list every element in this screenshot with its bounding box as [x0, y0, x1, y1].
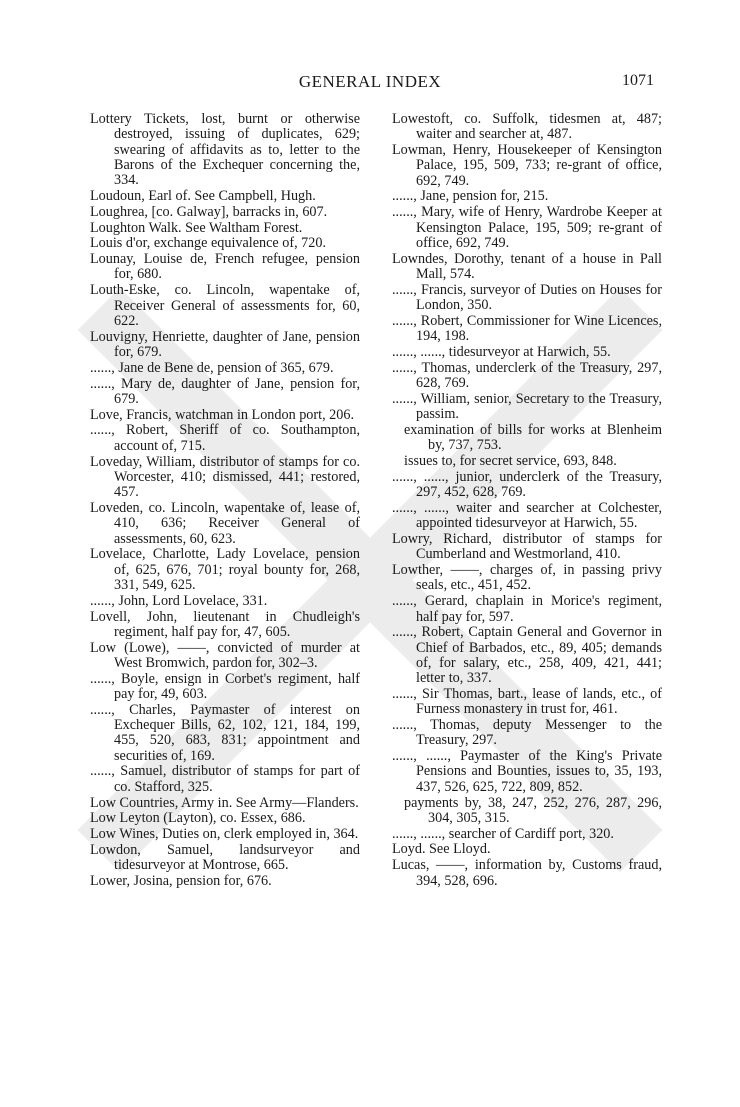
index-entry: Lucas, ——, information by, Customs fraud, 394, 528, 696. — [392, 857, 662, 889]
index-entry: ......, Boyle, ensign in Corbet's regiment, half pay for, 49, 603. — [90, 670, 360, 702]
index-entry: issues to, for secret service, 693, 848. — [404, 453, 617, 470]
index-entry: ......, William, senior, Secretary to the Treasury, passim. — [392, 390, 662, 423]
index-entry: Low Leyton (Layton), co. Essex, 686. — [90, 810, 306, 827]
index-entry: payments by, 38, 247, 252, 276, 287, 296, 304, 305, 315. — [404, 794, 662, 826]
index-entry: Lowestoft, co. Suffolk, tidesmen at, 487; waiter and searcher at, 487. — [392, 111, 662, 143]
index-entry: ......, ......, searcher of Cardiff port, 320. — [392, 825, 614, 842]
index-entry: ......, Sir Thomas, bart., lease of lands, etc., of Furness monastery in trust for, 461. — [392, 685, 662, 718]
page-header — [0, 72, 740, 96]
index-entry: ......, Francis, surveyor of Duties on Houses for London, 350. — [392, 281, 662, 314]
index-entry: Love, Francis, watchman in London port, 206. — [90, 406, 354, 423]
index-entry: Loudoun, Earl of. See Campbell, Hugh. — [90, 187, 316, 204]
index-entry: ......, Robert, Sheriff of co. Southampton, account of, 715. — [90, 422, 360, 454]
index-entry: ......, ......, Paymaster of the King's Private Pensions and Bounties, issues to, 35, 193, 437, 526, 625, 722, 809, 852. — [392, 748, 662, 795]
index-entry: Lowry, Richard, distributor of stamps for Cumberland and Westmorland, 410. — [392, 531, 662, 563]
index-entry: Loyd. See Lloyd. — [392, 841, 491, 858]
index-entry: Louth-Eske, co. Lincoln, wapentake of, Receiver General of assessments for, 60, 622. — [90, 282, 360, 329]
index-entry: Lowndes, Dorothy, tenant of a house in Pall Mall, 574. — [392, 250, 662, 282]
page-title: GENERAL INDEX — [298, 72, 442, 91]
index-entry: ......, Samuel, distributor of stamps for part of co. Stafford, 325. — [90, 763, 360, 795]
index-entry: Loveden, co. Lincoln, wapentake of, lease of, 410, 636; Receiver General of assessments, 60, 623. — [90, 499, 360, 547]
index-entry: Low (Lowe), ——, convicted of murder at West Bromwich, pardon for, 302–3. — [90, 639, 360, 671]
index-entry: ......, Mary de, daughter of Jane, pension for, 679. — [90, 375, 360, 407]
index-entry: examination of bills for works at Blenheim by, 737, 753. — [404, 421, 662, 454]
index-entry: ......, Thomas, underclerk of the Treasury, 297, 628, 769. — [392, 359, 662, 392]
index-entry: ......, Thomas, deputy Messenger to the Treasury, 297. — [392, 717, 662, 749]
index-entry: ......, Jane de Bene de, pension of 365, 679. — [90, 359, 334, 376]
index-entry: Lowman, Henry, Housekeeper of Kensington Palace, 195, 509, 733; re-grant of office, 692, 749. — [392, 142, 662, 189]
index-entry: Loughton Walk. See Waltham Forest. — [90, 219, 303, 236]
index-entry: ......, Charles, Paymaster of interest on Exchequer Bills, 62, 102, 121, 184, 199, 455, 520, 683, 831; appointment and securities of, 169. — [90, 701, 360, 764]
index-entry: ......, Jane, pension for, 215. — [392, 188, 549, 205]
index-entry: ......, Gerard, chaplain in Morice's regiment, half pay for, 597. — [392, 593, 662, 625]
index-entry: Loveday, William, distributor of stamps for co. Worcester, 410; dismissed, 441; restored, 457. — [90, 453, 360, 501]
right-index-column — [392, 112, 662, 889]
index-entry: Loughrea, [co. Galway], barracks in, 607. — [90, 203, 328, 220]
index-entry: ......, John, Lord Lovelace, 331. — [90, 592, 268, 609]
index-entry: Lower, Josina, pension for, 676. — [90, 873, 272, 890]
left-index-column — [90, 112, 360, 890]
index-entry: ......, ......, waiter and searcher at Colchester, appointed tidesurveyor at Harwich, 55. — [392, 499, 662, 532]
index-entry: Lovell, John, lieutenant in Chudleigh's regiment, half pay for, 47, 605. — [90, 608, 360, 640]
index-entry: Low Countries, Army in. See Army—Flanders. — [90, 794, 359, 811]
index-entry: Lowdon, Samuel, landsurveyor and tidesurveyor at Montrose, 665. — [90, 841, 360, 874]
index-entry: ......, ......, tidesurveyor at Harwich, 55. — [392, 343, 611, 360]
index-entry: Louvigny, Henriette, daughter of Jane, pension for, 679. — [90, 328, 360, 360]
index-entry: Low Wines, Duties on, clerk employed in, 364. — [90, 826, 359, 843]
index-entry: ......, ......, junior, underclerk of the Treasury, 297, 452, 628, 769. — [392, 468, 662, 501]
index-entry: ......, Robert, Commissioner for Wine Licences, 194, 198. — [392, 312, 662, 345]
index-entry: ......, Mary, wife of Henry, Wardrobe Keeper at Kensington Palace, 195, 509; re-grant of office, 692, 749. — [392, 204, 662, 251]
index-entry: Lounay, Louise de, French refugee, pension for, 680. — [90, 251, 360, 283]
index-entry: Lovelace, Charlotte, Lady Lovelace, pension of, 625, 676, 701; royal bounty for, 268, 331, 549, 625. — [90, 546, 360, 593]
index-entry: ......, Robert, Captain General and Governor in Chief of Barbados, etc., 89, 405; demands of, for salary, etc., 258, 409, 421, 441; letter to, 337. — [392, 624, 662, 687]
index-entry: Lowther, ——, charges of, in passing privy seals, etc., 451, 452. — [392, 562, 662, 594]
index-entry: Lottery Tickets, lost, burnt or otherwise destroyed, issuing of duplicates, 629; swearing of affidavits as to, letter to the Barons of the Exchequer concerning the, 334. — [90, 111, 360, 189]
page-number: 1071 — [622, 72, 654, 89]
index-entry: Louis d'or, exchange equivalence of, 720. — [90, 235, 326, 252]
